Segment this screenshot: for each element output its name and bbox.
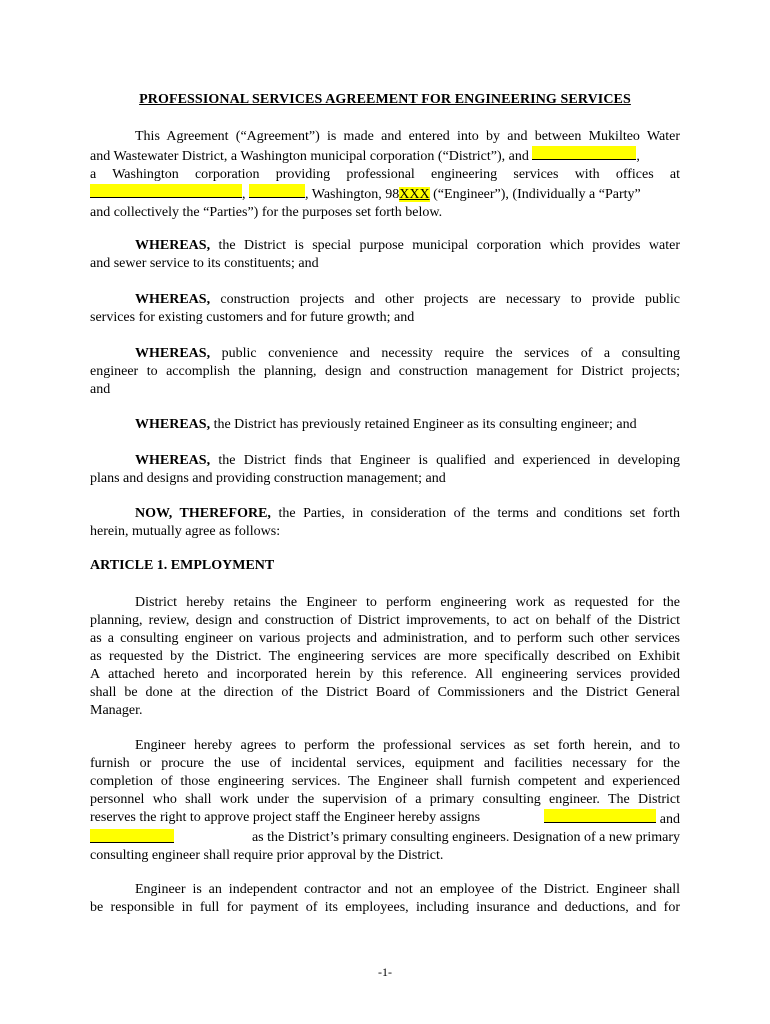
zip-placeholder[interactable]: XXX <box>399 187 430 202</box>
recital-paragraph: WHEREAS, the District has previously retained Engineer as its consulting engineer; and <box>135 417 637 432</box>
recital-paragraph: WHEREAS, construction projects and other projects are necessary to provide public services for existing customers and for future growth; and <box>90 292 680 325</box>
intro-line: This Agreement (“Agreement”) is made and entered into by and between Mukilteo Water <box>135 129 680 144</box>
intro-line: , , Washington, 98XXX (“Engineer”), (Individually a “Party” <box>90 184 680 204</box>
recital-paragraph: WHEREAS, the District finds that Engineer is qualified and experienced in developing plans and designs and providing construction management; and <box>90 453 680 486</box>
engineer-address-blank[interactable] <box>90 184 242 198</box>
article-paragraph: District hereby retains the Engineer to perform engineering work as requested for the planning, review, design and construction of District improvements, to act on behalf of the District as a consulting engineer on various projects and administration, and to perform such other services as requested by the District. The engineering services are more specifically described on Exhibit A attached hereto and incorporated herein by this reference. All engineering services provided shall be done at the direction of the District Board of Commissioners and the District General Manager. <box>90 595 680 718</box>
intro-line: a Washington corporation providing professional engineering services with offices at <box>90 167 680 182</box>
article-paragraph: Engineer hereby agrees to perform the professional services as set forth herein, and to furnish or procure the use of incidental services, equipment and facilities necessary for the completion of those engineering services. The Engineer shall furnish competent and experienced personnel who shall work under the supervision of a primary consulting engineer. The District reserves the right to approve project staff the Engineer hereby assigns and as the District’s primary consulting engineers. Designation of a new primary consulting engineer shall require prior approval by the District. <box>90 738 680 863</box>
engineer-city-blank[interactable] <box>249 184 305 198</box>
primary-engineer-blank-2[interactable] <box>90 829 174 843</box>
primary-engineer-blank-1[interactable] <box>544 809 656 823</box>
article-heading: ARTICLE 1. EMPLOYMENT <box>90 558 275 573</box>
intro-line: and collectively the “Parties”) for the purposes set forth below. <box>90 205 443 220</box>
now-therefore-paragraph: NOW, THEREFORE, the Parties, in consideration of the terms and conditions set forth herein, mutually agree as follows: <box>90 506 681 539</box>
document-title: PROFESSIONAL SERVICES AGREEMENT FOR ENGINEERING SERVICES <box>139 92 631 107</box>
article-paragraph: Engineer is an independent contractor and not an employee of the District. Engineer shall be responsible in full for payment of its employees, including insurance and deductions, and for <box>90 882 680 915</box>
intro-line: and Wastewater District, a Washington municipal corporation (“District”), and , <box>90 146 680 166</box>
recital-paragraph: WHEREAS, the District is special purpose municipal corporation which provides water and sewer service to its constituents; and <box>90 238 681 271</box>
page-number: -1- <box>378 965 392 979</box>
recital-paragraph: WHEREAS, public convenience and necessity require the services of a consulting engineer to accomplish the planning, design and construction management for District projects; and <box>90 346 681 397</box>
engineer-name-blank[interactable] <box>532 146 636 160</box>
intro-paragraph <box>90 128 680 222</box>
